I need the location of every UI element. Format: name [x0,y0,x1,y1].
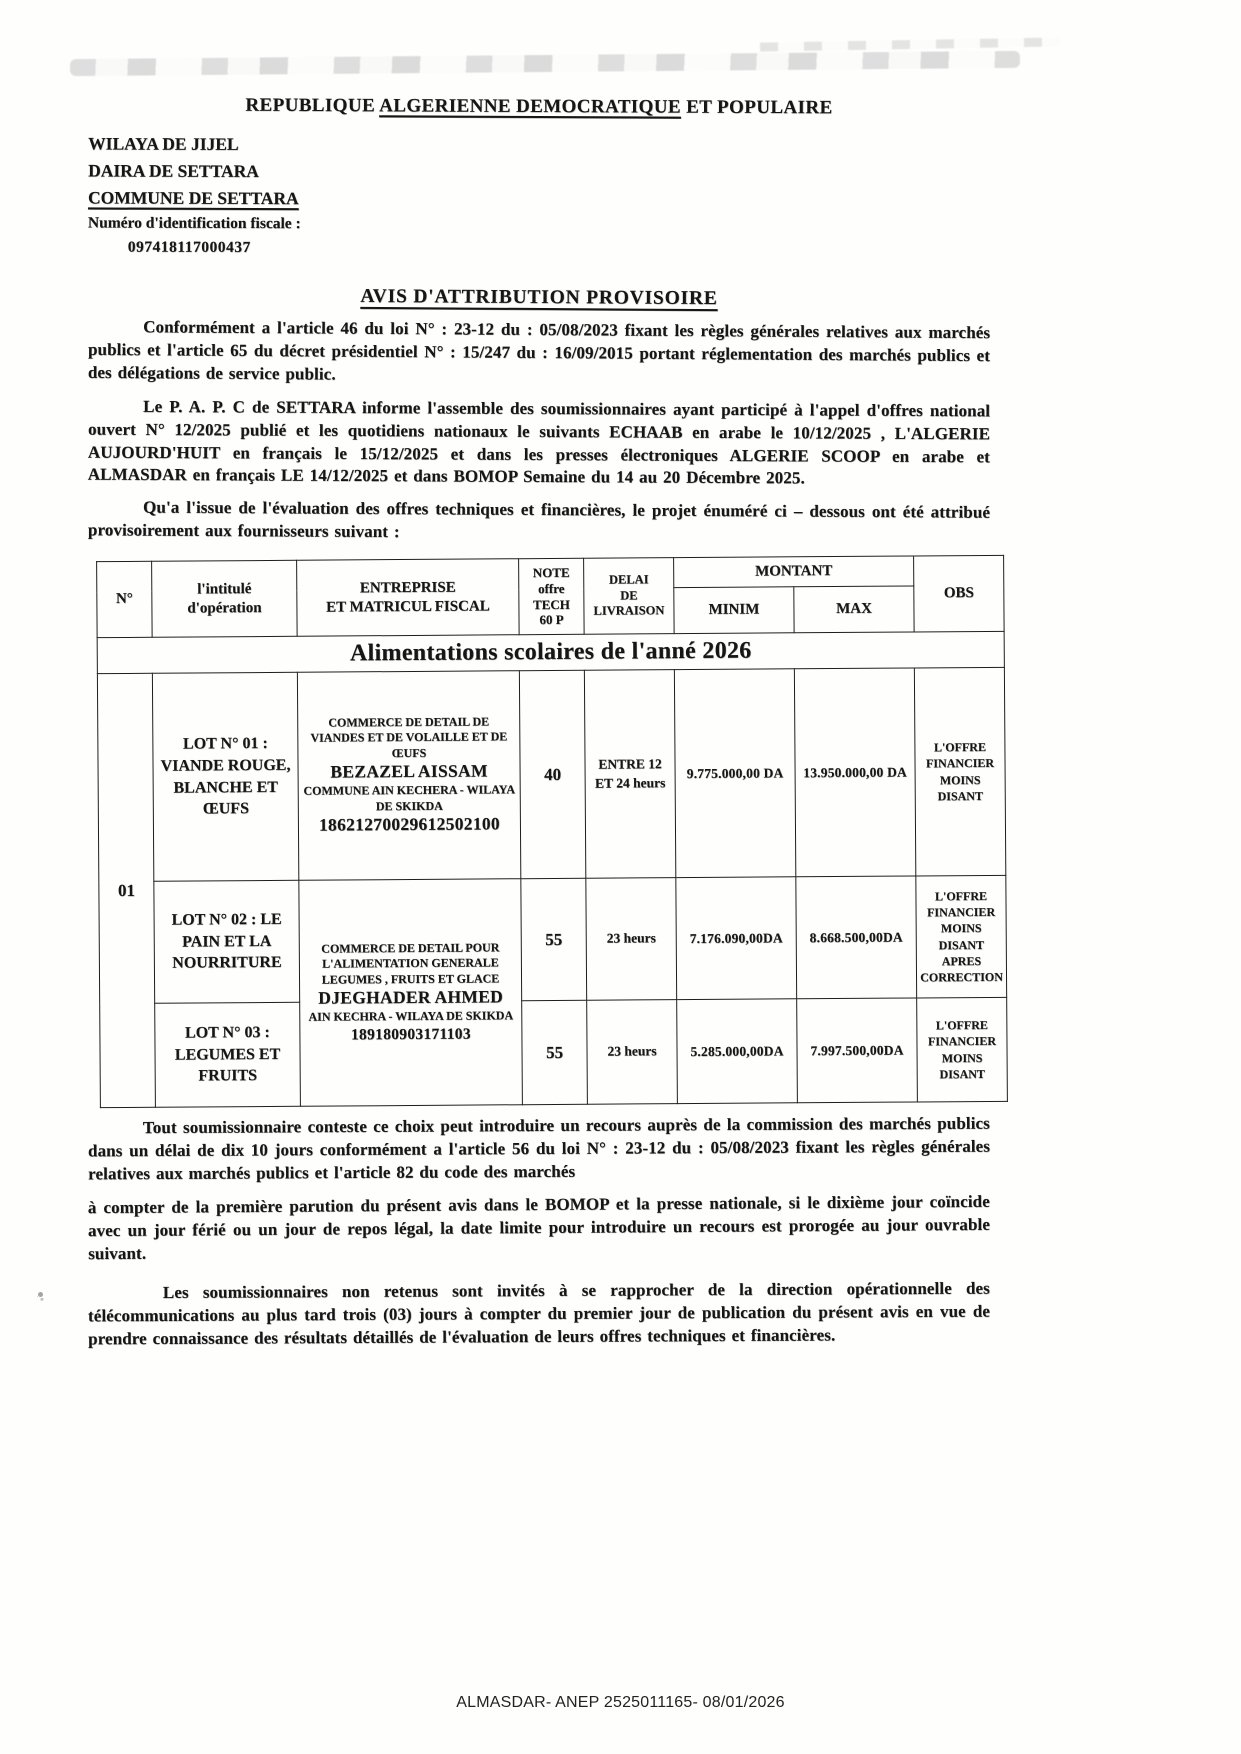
lot3-delai-cell: 23 heurs [587,1000,678,1105]
col-header-minim: MINIM [674,587,794,634]
lot2-title-cell: LOT N° 02 : LE PAIN ET LA NOURRITURE [154,881,300,1004]
fiscal-id-value: 097418117000437 [127,238,251,257]
lot3-title-cell: LOT N° 03 : LEGUMES ET FRUITS [155,1003,301,1108]
col-header-max: MAX [794,586,914,633]
republic-underlined: ALGERIENNE DEMOCRATIQUE [379,95,682,118]
document-title [88,285,990,313]
anep-footer: ALMASDAR- ANEP 2525011165- 08/01/2026 [456,1694,785,1711]
lot1-enterprise-activity: COMMERCE DE DETAIL DE VIANDES ET DE VOLAILLE ET DE ŒUFS [310,714,508,761]
republic-pre: REPUBLIQUE [245,94,380,117]
lot2-delai-cell: 23 heurs [586,878,677,1001]
col-header-obs: OBS [914,556,1005,633]
lot3-minim-cell: 5.285.000,00DA [677,999,798,1104]
lot3-obs-cell: L'OFFRE FINANCIER MOINS DISANT [917,998,1008,1103]
lot2-3-enterprise-cell [299,879,523,1107]
table-row-lot1 [97,668,1005,882]
lot2-3-enterprise-activity: COMMERCE DE DETAIL POUR L'ALIMENTATION GENERALE LEGUMES , FRUITS ET GLACE [321,940,500,987]
paragraph-evaluation: Qu'a l'issue de l'évaluation des offres techniques et financières, le projet énuméré ci – dessous ont été attribué provisoirement aux fournisseurs suivant : [87,497,991,541]
lot1-enterprise-fiscal-id: 18621270029612502100 [318,814,501,836]
lot1-note-cell: 40 [519,671,585,879]
document-title-text: AVIS D'ATTRIBUTION PROVISOIRE [360,286,718,310]
award-table [96,555,1008,1108]
paragraph-recours: Tout soumissionnaire conteste ce choix peut introduire un recours auprès de la commission des marchés publics dans un délai de dix 10 jours conformément a l'article 56 du loi N° : 23-12 du : 05/08/2023 fixant les règles générales relatives aux marchés publics et l'article 82 du code des marchés [87,1113,991,1184]
lot1-minim-cell: 9.775.000,00 DA [674,669,795,878]
paragraph-publication: Le P. A. P. C de SETTARA informe l'assemble des soumissionnaires ayant participé à l'appel d'offres national ouvert N° 12/2025 publié et les quotidiens nationaux le suivants ECHAAB en arabe le 10/12/2025 , L'ALGERIE AUJOURD'HUIT en français le 15/12/2025 et dans les presses électroniques ALGERIE SCOOP en arabe et ALMASDAR en français LE 14/12/2025 et dans BOMOP Semaine du 14 au 20 Décembre 2025. [87,396,991,488]
col-header-enterprise: ENTREPRISE ET MATRICUL FISCAL [297,559,520,637]
col-header-num: N° [97,562,153,638]
group-number-cell: 01 [97,674,155,1108]
col-header-operation: l'intitulé d'opération [152,561,298,638]
republic-post: ET POPULAIRE [680,96,833,119]
lot1-enterprise-address: COMMUNE AIN KECHERA - WILAYA DE SKIKDA [303,782,516,814]
table-row-lot2 [99,876,1007,1004]
lot1-enterprise-cell [297,671,520,881]
paragraph-non-retenus: Les soumissionnaires non retenus sont invités à se rapprocher de la direction opérationnelle des télécommunications au plus tard trois (03) jours à compter du premier jour de publication du présent avis en vue de prendre connaissance des résultats détaillés de l'évaluation de leurs offres techniques et financières. [87,1278,991,1348]
col-header-montant: MONTANT [674,556,914,588]
lot1-enterprise-name: BEZAZEL AISSAM [330,761,488,783]
daira-line: DAIRA DE SETTARA [88,160,259,182]
lot2-3-enterprise-name: DJEGHADER AHMED [318,987,504,1009]
paragraph-delai-recours: à compter de la première parution du présent avis dans le BOMOP et la presse nationale, si le dixième jour coïncide avec un jour férié ou un jour de repos légal, la date limite pour introduire un recours est prorogée au jour ouvrable suivant. [87,1191,991,1263]
scan-smudge-top-right [760,37,1060,51]
wilaya-line: WILAYA DE JIJEL [88,133,239,154]
lot2-3-enterprise-address: AIN KECHRA - WILAYA DE SKIKDA [308,1008,514,1025]
commune-line: COMMUNE DE SETTARA [87,187,299,209]
lot2-minim-cell: 7.176.090,00DA [676,877,797,1000]
lot2-note-cell: 55 [521,879,587,1001]
scan-speckle [37,1291,43,1297]
fiscal-id-label: Numéro d'identification fiscale : [87,214,301,233]
agency-block [88,130,990,263]
lot1-delai-cell: ENTRE 12 ET 24 heurs [584,670,675,879]
lot3-max-cell: 7.997.500,00DA [797,998,918,1103]
table-row-lot3 [100,998,1008,1108]
lot2-max-cell: 8.668.500,00DA [796,876,917,999]
lot1-obs-cell: L'OFFRE FINANCIER MOINS DISANT [914,668,1005,877]
scan-smudge-top [70,51,1020,76]
lot1-max-cell: 13.950.000,00 DA [794,668,915,877]
col-header-delai: DELAI DE LIVRAISON [584,558,675,635]
lot2-obs-cell: L'OFFRE FINANCIER MOINS DISANT APRES CORRECTION [916,876,1007,999]
lot1-title-cell: LOT N° 01 : VIANDE ROUGE, BLANCHE ET ŒUFS [152,673,298,882]
republic-header-line [88,94,990,120]
section-title: Alimentations scolaires de l'anné 2026 [97,632,1004,674]
col-header-note: NOTE offre TECH 60 P [519,559,585,635]
lot3-note-cell: 55 [522,1001,588,1105]
lot2-3-enterprise-fiscal-id: 189180903171103 [350,1025,471,1044]
paragraph-legal-basis: Conformément a l'article 46 du loi N° : 23-12 du : 05/08/2023 fixant les règles générales relatives aux marchés publics et l'article 65 du décret présidentiel N° : 15/247 du : 16/09/2015 portant réglementation des marchés publics et des délégations de service public. [87,317,991,384]
